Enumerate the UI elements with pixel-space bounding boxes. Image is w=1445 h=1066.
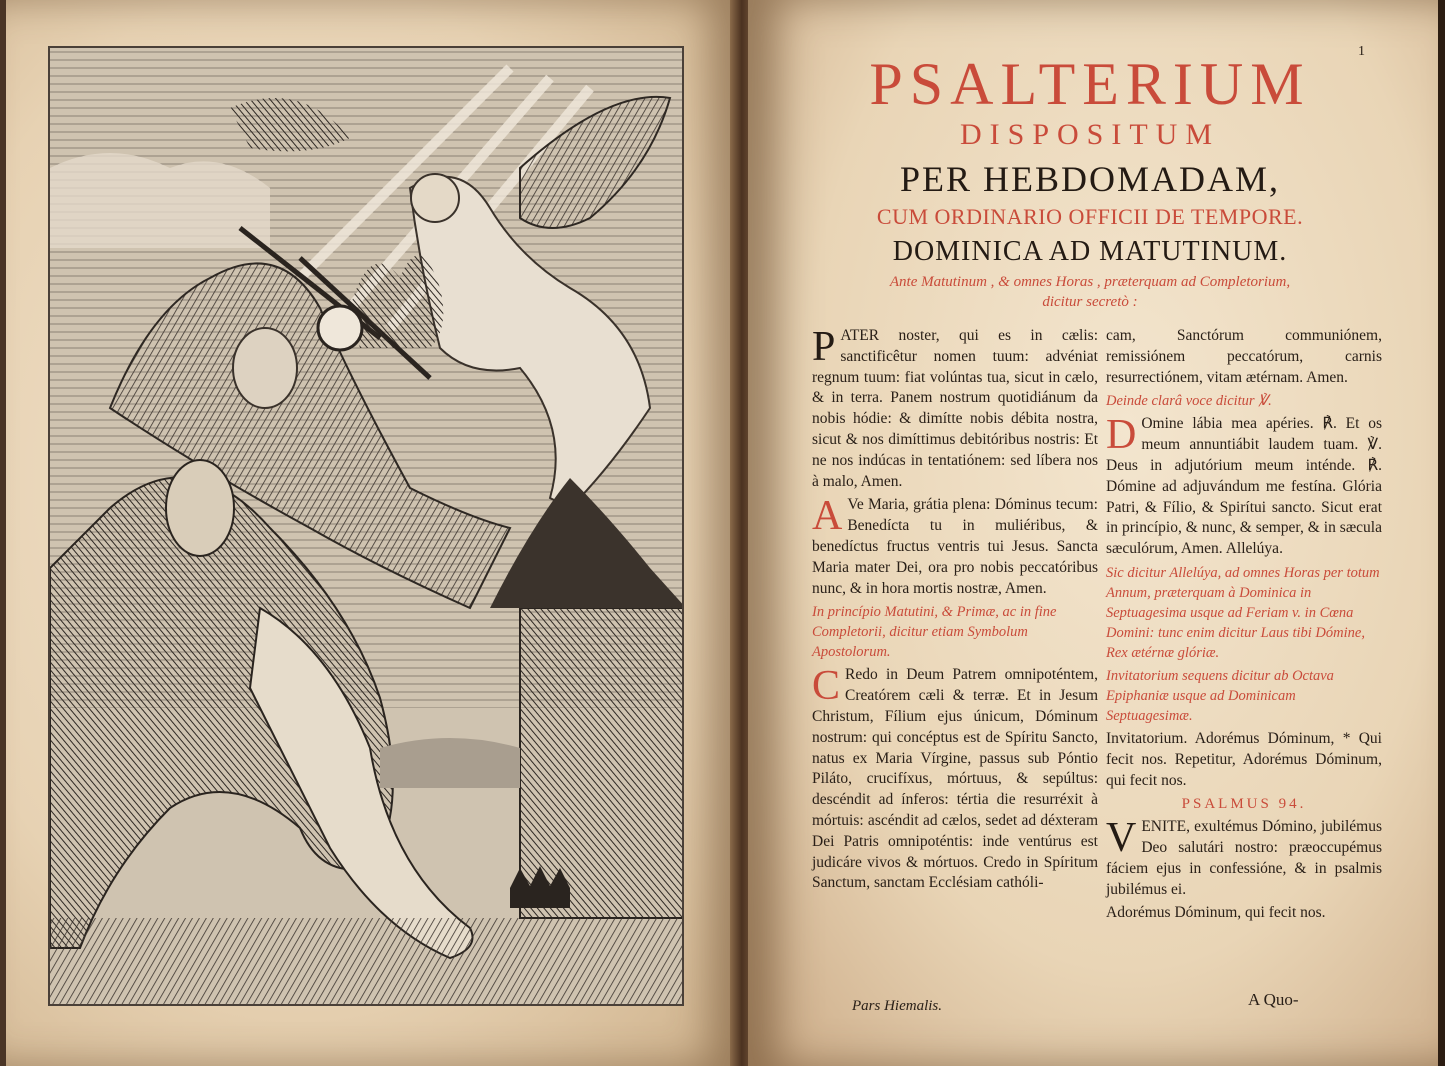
altar [520, 608, 684, 918]
ave-maria-paragraph [812, 495, 1098, 599]
drop-cap-c: C [812, 663, 841, 710]
engraving-svg [50, 48, 684, 1006]
venite-paragraph [1106, 817, 1382, 900]
drop-cap-d: D [1106, 412, 1137, 459]
text-column-left [812, 326, 1098, 897]
king-face [166, 460, 234, 556]
subtitle-ordinario: CUM ORDINARIO OFFICII DE TEMPORE. [876, 204, 1304, 229]
venite-text: ENITE, exultémus Dómino, jubilémus Deo salutári nostro: præoccupémus fáciem ejus in confessióne, & in psalmis jubilémus ei. [1106, 818, 1382, 898]
page-title: PSALTERIUM [869, 51, 1311, 117]
ave-maria-text: Ve Maria, grátia plena: Dóminus tecum: Benedícta tu in muliéribus, & benedíctus fructus ventris tui Jesus. Sancta Maria mater Dei, ora pro nobis peccatóribus nunc, & in hora mortis nostræ, Amen. [812, 496, 1098, 597]
rubric-deinde: Deinde clarâ voce dicitur ℣. [1106, 393, 1272, 410]
skull [318, 306, 362, 350]
psalm-heading: PSALMUS 94. [1181, 796, 1307, 813]
rubric-credo: In princípio Matutini, & Primæ, ac in fine Completorii, dicitur etiam Symbolum Apostolorum. [812, 604, 1057, 661]
pater-noster-paragraph [812, 326, 1098, 492]
credo-text: Redo in Deum Patrem omnipoténtem, Creatórem cæli & terræ. Et in Jesum Christum, Fílium ejus únicum, Dóminum nostrum: qui concéptus est de Spíritu Sancto, natus ex Maria Vírgine, passus sub Póntio Piláto, crucifíxus, mórtuus, & sepúltus: descéndit ad ínferos: tértia die resurréxit à mórtuis: ascéndit ad cælos, sedet ad déxteram Dei Patris omnipoténtis: inde ventúrus est judicáre vivos & mórtuos. Credo in Spíritum Sanctum, sanctam Ecclésiam cathóli- [812, 666, 1098, 892]
pater-noster-text: ATER noster, qui es in cælis: sanctificêtur nomen tuum: advéniat regnum tuum: fiat volúntas tua, sicut in cælo, & in terra. Panem nostrum quotidiánum da nobis hódie: & dimítte nobis débita nostra, sicut & nos dimíttimus debitóribus nostris: Et ne nos indúcas in tentatiónem: sed líbera nos à malo, Amen. [812, 327, 1098, 490]
page-number: 1 [1358, 44, 1365, 59]
footer-signature: Pars Hiemalis. [852, 998, 942, 1014]
ground [50, 918, 684, 1006]
engraving-illustration [48, 46, 684, 1006]
subtitle-dominica: DOMINICA AD MATUTINUM. [892, 236, 1288, 267]
footer-catchword: A Quo- [1248, 990, 1299, 1009]
text-column-right [1106, 326, 1382, 927]
drop-cap-v: V [1106, 815, 1137, 862]
drop-cap-p: P [812, 324, 836, 370]
credo-paragraph [812, 665, 1098, 894]
credo-continuation: cam, Sanctórum communiónem, remissiónem peccatórum, carnis resurrectiónem, vitam ætérnam. Amen. [1106, 327, 1382, 386]
crown-icon [510, 866, 570, 908]
domine-paragraph [1106, 414, 1382, 560]
rubric-sic-dicitur: Sic dicitur Allelúya, ad omnes Horas per totum Annum, præterquam à Dominica in Septuagesima usque ad Feriam v. in Cœna Domini: tunc enim dicitur Laus tibi Dómine, Rex ætérnæ glóriæ. [1106, 564, 1380, 661]
venite-continuation: Adorémus Dóminum, qui fecit nos. [1106, 904, 1326, 922]
distant-hills [380, 738, 520, 788]
drop-cap-a: A [812, 493, 843, 540]
rubric-ante-matutinum: Ante Matutinum , & omnes Horas , præterquam ad Completorium, dicitur secretò : [889, 274, 1291, 310]
domine-text: Omine lábia mea apéries. ℟. Et os meum annuntiábit laudem tuam. ℣. Deus in adjutórium meum inténde. ℟. Dómine ad adjuvándum me festína. Glória Patri, & Fílio, & Spirítui sancto. Sicut erat in princípio, & nunc, & semper, & in sæcula sæculórum, Amen. Allelúya. [1106, 415, 1382, 558]
subtitle-hebdomadam: PER HEBDOMADAM, [899, 159, 1281, 199]
invitatorium-text: Invitatorium. Adorémus Dóminum, * Qui fecit nos. Repetitur, Adorémus Dóminum, qui fecit nos. [1106, 729, 1382, 789]
prophet-face [233, 328, 297, 408]
angel-head [411, 174, 459, 222]
rubric-invitatorium: Invitatorium sequens dicitur ab Octava Epiphaniæ usque ad Dominicam Septuagesimæ. [1106, 667, 1334, 724]
subtitle-dispositum: DISPOSITUM [959, 118, 1221, 151]
